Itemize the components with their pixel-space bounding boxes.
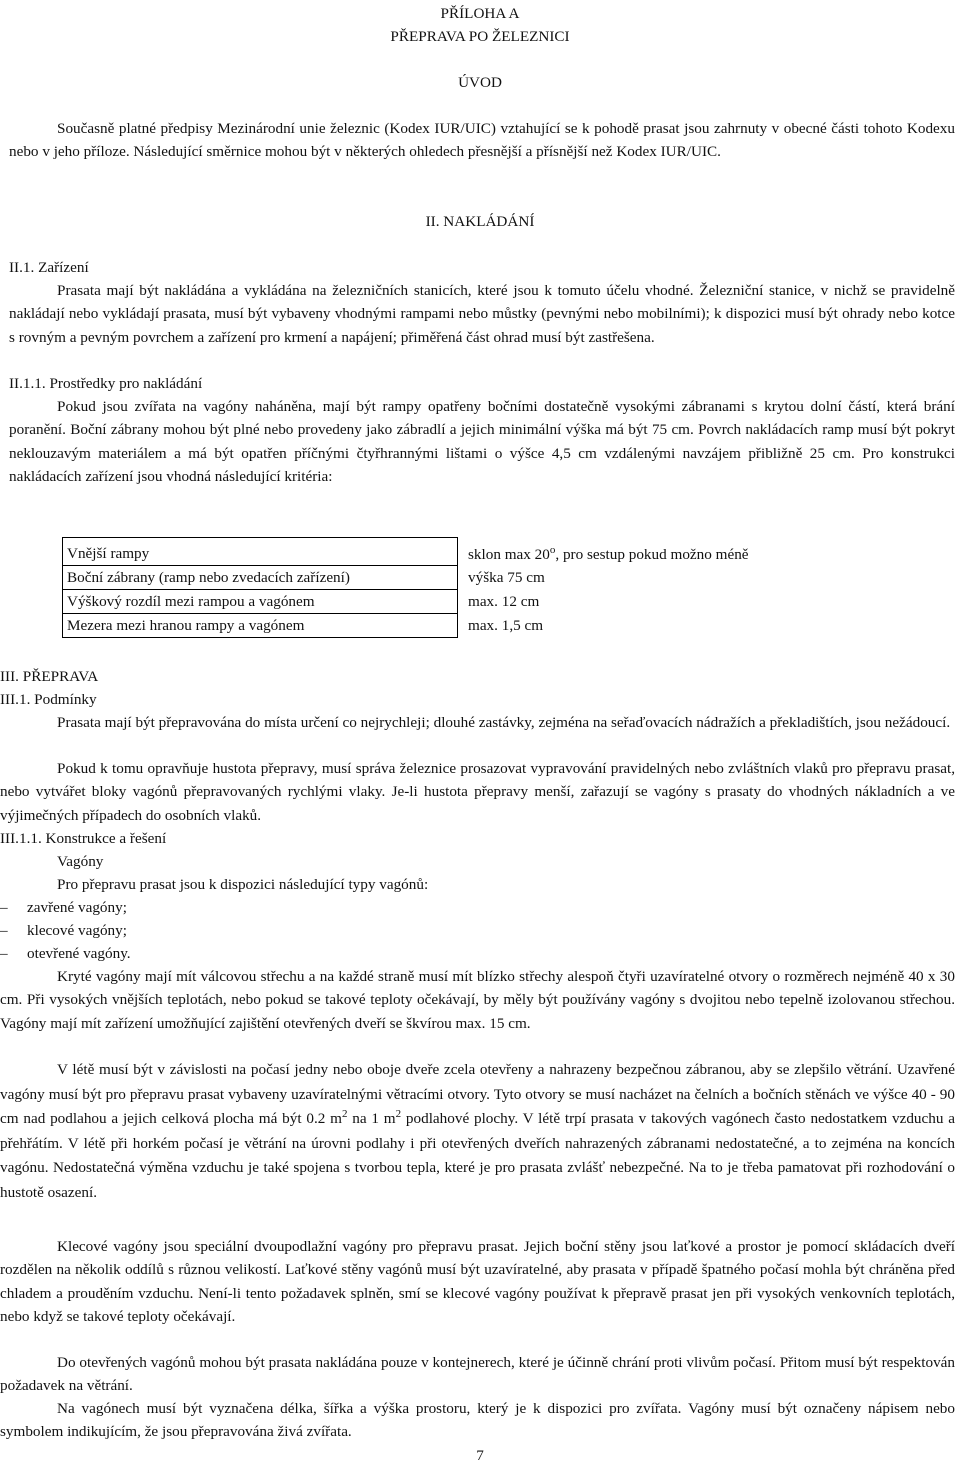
wagons-heading: Vagóny	[57, 853, 104, 870]
list-item: – otevřené vagóny.	[0, 945, 131, 962]
paragraph-ventilation: V létě musí být v závislosti na počasí jedny nebo oboje dveře zcela otevřeny a nahrazeny bezpečnou zábranou, aby se zlepšilo větrání. Uzavřené vagóny musí být pro přepravu prasat vybaveny uzavíratelnými větracími otvory. Tyto otvory se musí nacházet na čelních a bočních stěnách ve výšce 40 - 90 cm nad podlahou a jejich celková plocha má být 0.2 $m^2$ na 1 $m^2$ podlahové plochy. V létě trpí prasata v takových vagónech často nedostatkem vzduchu a přehřátím. V létě při horkém počasí je větrání na úrovni podlahy i při otevřených dveřích nahrazených zábranami nedostatečné, a to zejména na koncích vagónu. Nedostatečná výměna vzduchu je také spojena s tvorbou tepla, které je pro prasata zvlášť nebezpečné. Na to je třeba pamatovat při rozhodování o hustotě osazení.	[0, 1061, 955, 1201]
criteria-label: Boční zábrany (ramp nebo zvedacích zařízení)	[63, 566, 458, 590]
paragraph-wagon-marking: Na vagónech musí být vyznačena délka, šířka a výška prostoru, který je k dispozici pro zvířata. Vagóny musí být označeny nápisem nebo symbolem indikujícím, že jsou přepravována živá zvířata.	[0, 1400, 955, 1441]
criteria-value: sklon max 20$^o$, pro sestup pokud možno méně	[468, 543, 749, 563]
subsection-heading-3-1-1: III.1.1. Konstrukce a řešení	[0, 830, 167, 847]
criteria-value: max. 12 cm	[468, 592, 540, 610]
paragraph-loading-means: Pokud jsou zvířata na vagóny naháněna, mají být rampy opatřeny bočními dostatečně vysokými zábranami s krytou dolní částí, která brání poranění. Boční zábrany mohou být plné nebo provedeny jako zábradlí a jejich minimální výška má být 75 cm. Povrch nakládacích ramp musí být pokryt neklouzavým materiálem a má být opatřen příčnými čtyřhrannými lištami o výšce 4,5 cm vzdálenými navzájem přibližně 25 cm. Pro konstrukci nakládacích zařízení jsou vhodná následující kritéria:	[9, 398, 955, 485]
page-number: 7	[476, 1447, 484, 1464]
criteria-value: výška 75 cm	[468, 568, 545, 586]
criteria-row	[63, 538, 873, 566]
list-item: – klecové vagóny;	[0, 922, 127, 939]
paragraph-covered-wagons: Kryté vagóny mají mít válcovou střechu a na každé straně musí mít blízko střechy alespoň čtyři uzavíratelné otvory o rozměrech nejméně 40 x 30 cm. Při vysokých vnějších teplotách, nebo pokud se takové teploty očekávají, by měly být používány vagóny s dvojitou nebo tepelně izolovanou střechou. Vagóny mají mít zařízení umožňující zajištění otevřených dveří se škvírou max. 15 cm.	[0, 968, 955, 1032]
document-title: PŘEPRAVA PO ŽELEZNICI	[390, 28, 570, 45]
wagon-types-intro: Pro přepravu prasat jsou k dispozici následující typy vagónů:	[57, 876, 429, 893]
paragraph-conditions-1: Prasata mají být přepravována do místa určení co nejrychleji; dlouhé zastávky, zejména na seřaďovacích nádražích a překladištích, jsou nežádoucí.	[57, 714, 951, 731]
intro-paragraph: Současně platné předpisy Mezinárodní unie železnic (Kodex IUR/UIC) vztahující se k pohodě prasat jsou zahrnuty v obecné části tohoto Kodexu nebo v jeho příloze. Následující směrnice mohou být v některých ohledech přesnější a přísnější než Kodex IUR/UIC.	[9, 120, 955, 161]
paragraph-facilities: Prasata mají být nakládána a vykládána na železničních stanicích, které jsou k tomuto účelu vhodné. Železniční stanice, v nichž se pravidelně nakládají nebo vykládají prasata, musí být vybaveny vhodnými rampami nebo můstky (pevnými nebo mobilními); k dispozici musí být ohrady nebo kotce s rovným a pevným povrchem a zařízení pro krmení a napájení; přiměřená část ohrad musí být zastřešena.	[9, 282, 955, 346]
subsection-heading-3-1: III.1. Podmínky	[0, 691, 97, 708]
section3-heading: III. PŘEPRAVA	[0, 668, 99, 685]
subsection-heading-2-1-1: II.1.1. Prostředky pro nakládání	[9, 375, 203, 392]
criteria-value: max. 1,5 cm	[468, 616, 544, 634]
criteria-label: Výškový rozdíl mezi rampou a vagónem	[63, 590, 458, 614]
criteria-label: Mezera mezi hranou rampy a vagónem	[63, 614, 458, 638]
intro-heading: ÚVOD	[458, 74, 502, 91]
criteria-table	[62, 537, 873, 638]
subsection-heading-2-1: II.1. Zařízení	[9, 259, 89, 276]
criteria-row	[63, 590, 873, 614]
criteria-row	[63, 566, 873, 590]
paragraph-cage-wagons: Klecové vagóny jsou speciální dvoupodlažní vagóny pro přepravu prasat. Jejich boční stěny jsou laťkové a prostor je pomocí skládacích dveří rozdělen na několik oddílů s různou velikostí. Laťkové stěny vagónů musí být uzavíratelné, aby prasata v případě špatného počasí mohla být chráněna před chladem a prouděním vzduchu. Není-li tento požadavek splněn, smí se klecové vagóny používat k přepravě prasat jen při vysokých venkovních teplotách, nebo když se takové teploty očekávají.	[0, 1238, 955, 1325]
section2-heading: II. NAKLÁDÁNÍ	[425, 213, 535, 230]
criteria-row	[63, 614, 873, 638]
paragraph-conditions-2: Pokud k tomu opravňuje hustota přepravy, musí správa železnice prosazovat vypravování pravidelných nebo zvláštních vlaků pro přepravu prasat, nebo vytvářet bloky vagónů přepravovaných rychlými vlaky. Je-li hustota přepravy menší, zařazují se vagóny s prasaty do vhodných nákladních a ve výjimečných případech do osobních vlaků.	[0, 760, 955, 824]
paragraph-open-wagons: Do otevřených vagónů mohou být prasata nakládána pouze v kontejnerech, které je účinně chrání proti vlivům počasí. Přitom musí být respektován požadavek na větrání.	[0, 1354, 955, 1395]
list-item: – zavřené vagóny;	[0, 899, 127, 916]
criteria-label: Vnější rampy	[63, 538, 458, 566]
annex-label: PŘÍLOHA A	[440, 5, 520, 22]
